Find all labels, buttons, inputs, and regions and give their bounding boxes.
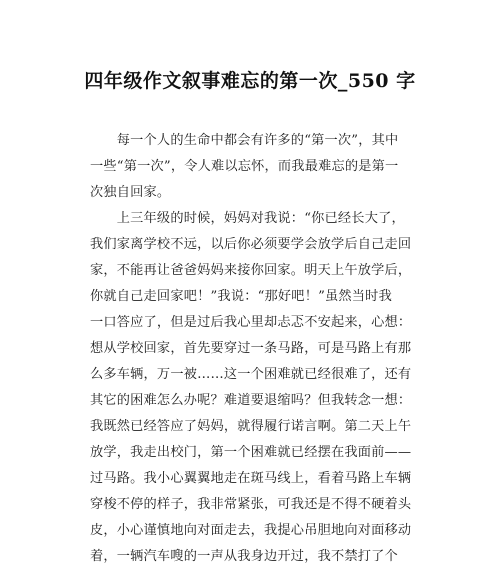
essay-line: 一些“第一次”，令人难以忘怀，而我最难忘的是第一 (90, 159, 399, 174)
essay-line: 家，不能再让爸爸妈妈来接你回家。明天上午放学后， (90, 263, 412, 278)
essay-line: 着，一辆汽车嗖的一声从我身边开过，我不禁打了个 (90, 549, 398, 564)
essay-line: 其它的困难怎么办呢？难道要退缩吗？但我转念一想： (90, 393, 412, 408)
essay-line: 你就自己走回家吧！”我说：“那好吧！”虽然当时我 (90, 289, 392, 304)
essay-line: 一口答应了，但是过后我心里却忐忑不安起来，心想： (90, 315, 412, 330)
essay-line: 我们家离学校不远，以后你必须要学会放学后自己走回 (90, 237, 412, 252)
page-title: 四年级作文叙事难忘的第一次_550 字 (84, 70, 416, 92)
essay-line: 我既然已经答应了妈妈，就得履行诺言啊。第二天上午 (90, 419, 412, 434)
essay-line: 么多车辆，万一被……这一个困难就已经很难了，还有 (90, 367, 412, 382)
essay-line: 穿梭不停的样子，我非常紧张，可我还是不得不硬着头 (90, 497, 412, 512)
essay-line: 皮，小心谨慎地向对面走去，我提心吊胆地向对面移动 (90, 523, 412, 538)
essay-line: 上三年级的时候，妈妈对我说：“你已经长大了， (90, 211, 405, 226)
essay-line: 想从学校回家，首先要穿过一条马路，可是马路上有那 (90, 341, 412, 356)
essay-body (90, 128, 420, 570)
essay-line: 次独自回家。 (90, 185, 171, 200)
essay-line: 过马路。我小心翼翼地走在斑马线上，看着马路上车辆 (90, 471, 412, 486)
essay-line: 放学，我走出校门，第一个困难就已经摆在我面前—— (90, 445, 412, 460)
essay-line: 每一个人的生命中都会有许多的“第一次”，其中 (90, 133, 399, 148)
